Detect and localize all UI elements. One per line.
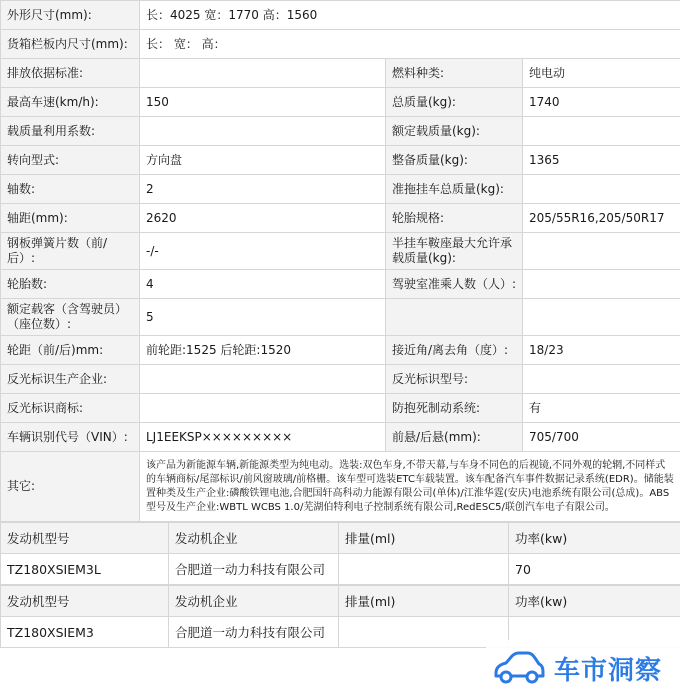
spec-value: 1365 bbox=[523, 146, 680, 175]
spec-value bbox=[523, 175, 680, 204]
engine-table-2 bbox=[0, 585, 680, 648]
spec-label: 额定载质量(kg): bbox=[386, 117, 523, 146]
engine-header-cell: 发动机型号 bbox=[1, 586, 169, 617]
spec-label: 准拖挂车总质量(kg): bbox=[386, 175, 523, 204]
spec-label: 轴距(mm): bbox=[1, 204, 140, 233]
other-row bbox=[1, 452, 680, 522]
spec-value: 纯电动 bbox=[523, 59, 680, 88]
engine-model: TZ180XSIEM3L bbox=[1, 554, 169, 585]
engine-table-1 bbox=[0, 522, 680, 585]
spec-value bbox=[140, 394, 386, 423]
spec-row bbox=[1, 88, 680, 117]
spec-value: -/- bbox=[140, 233, 386, 270]
dims-value: 长：4025 宽：1770 高：1560 bbox=[140, 1, 680, 30]
spec-label: 轮胎规格: bbox=[386, 204, 523, 233]
spec-label: 半挂车鞍座最大允许承载质量(kg): bbox=[386, 233, 523, 270]
engine-header-cell: 功率(kw) bbox=[509, 523, 680, 554]
cargo-label: 货箱栏板内尺寸(mm): bbox=[1, 30, 140, 59]
spec-row bbox=[1, 59, 680, 88]
spec-label: 接近角/离去角（度）: bbox=[386, 336, 523, 365]
spec-label: 轮距（前/后)mm: bbox=[1, 336, 140, 365]
engine-displacement bbox=[339, 617, 509, 648]
spec-value bbox=[523, 117, 680, 146]
engine-header-row bbox=[1, 523, 680, 554]
spec-row bbox=[1, 299, 680, 336]
spec-label: 最高车速(km/h): bbox=[1, 88, 140, 117]
engine-header-cell: 发动机企业 bbox=[169, 586, 339, 617]
spec-label: 轴数: bbox=[1, 175, 140, 204]
engine-company: 合肥道一动力科技有限公司 bbox=[169, 617, 339, 648]
spec-label: 前悬/后悬(mm): bbox=[386, 423, 523, 452]
engine-displacement bbox=[339, 554, 509, 585]
spec-row bbox=[1, 117, 680, 146]
spec-label: 额定载客（含驾驶员）（座位数）: bbox=[1, 299, 140, 336]
spec-label: 驾驶室准乘人数（人）: bbox=[386, 270, 523, 299]
spec-value: 705/700 bbox=[523, 423, 680, 452]
spec-row bbox=[1, 423, 680, 452]
cargo-value: 长： 宽： 高： bbox=[140, 30, 680, 59]
spec-row bbox=[1, 394, 680, 423]
watermark bbox=[486, 640, 680, 697]
spec-row bbox=[1, 270, 680, 299]
spec-row bbox=[1, 175, 680, 204]
engine-power: 70 bbox=[509, 554, 680, 585]
spec-value: 方向盘 bbox=[140, 146, 386, 175]
spec-value: 5 bbox=[140, 299, 386, 336]
spec-value: 150 bbox=[140, 88, 386, 117]
engine-company: 合肥道一动力科技有限公司 bbox=[169, 554, 339, 585]
engine-header-cell: 排量(ml) bbox=[339, 586, 509, 617]
engine-model: TZ180XSIEM3 bbox=[1, 617, 169, 648]
dims-label: 外形尺寸(mm): bbox=[1, 1, 140, 30]
spec-value: 205/55R16,205/50R17 bbox=[523, 204, 680, 233]
spec-value: 2620 bbox=[140, 204, 386, 233]
spec-value: 18/23 bbox=[523, 336, 680, 365]
spec-row bbox=[1, 336, 680, 365]
spec-row bbox=[1, 365, 680, 394]
spec-label: 总质量(kg): bbox=[386, 88, 523, 117]
spec-label: 钢板弹簧片数（前/后）: bbox=[1, 233, 140, 270]
spec-value: 有 bbox=[523, 394, 680, 423]
spec-value bbox=[523, 233, 680, 270]
spec-value: 前轮距:1525 后轮距:1520 bbox=[140, 336, 386, 365]
engine-header-row bbox=[1, 586, 680, 617]
cargo-row bbox=[1, 30, 680, 59]
spec-value bbox=[523, 270, 680, 299]
dims-row bbox=[1, 1, 680, 30]
spec-label: 整备质量(kg): bbox=[386, 146, 523, 175]
spec-value bbox=[523, 299, 680, 336]
spec-value: LJ1EEKSP××××××××× bbox=[140, 423, 386, 452]
spec-label: 防抱死制动系统: bbox=[386, 394, 523, 423]
spec-label: 反光标识型号: bbox=[386, 365, 523, 394]
engine-header-cell: 排量(ml) bbox=[339, 523, 509, 554]
engine-value-row bbox=[1, 554, 680, 585]
spec-label: 反光标识商标: bbox=[1, 394, 140, 423]
engine-header-cell: 功率(kw) bbox=[509, 586, 680, 617]
spec-label: 转向型式: bbox=[1, 146, 140, 175]
spec-label: 车辆识别代号（VIN）: bbox=[1, 423, 140, 452]
spec-label: 轮胎数: bbox=[1, 270, 140, 299]
spec-label: 载质量利用系数: bbox=[1, 117, 140, 146]
engine-header-cell: 发动机企业 bbox=[169, 523, 339, 554]
spec-value bbox=[140, 59, 386, 88]
spec-label: 反光标识生产企业: bbox=[1, 365, 140, 394]
spec-label bbox=[386, 299, 523, 336]
car-icon bbox=[492, 649, 546, 689]
other-description: 该产品为新能源车辆,新能源类型为纯电动。选装:双色车身,不带天幕,与车身不同色的后视镜,不同外观的轮辋,不同样式的车辆商标/尾部标识/前风窗玻璃/前格栅。该车型可选装ETC车载装置。该车配备汽车事件数据记录系统(EDR)。储能装置种类及生产企业:磷酸铁锂电池,合肥国轩高科动力能源有限公司(单体)/江淮华霆(安庆)电池系统有限公司(总成)。ABS型号及生产企业:WBTL WCBS 1.0/芜湖伯特利电子控制系统有限公司,RedESC5/联创汽车电子有限公司。 bbox=[140, 452, 680, 522]
engine-header-cell: 发动机型号 bbox=[1, 523, 169, 554]
watermark-text: 车市洞察 bbox=[554, 656, 663, 686]
spec-label: 燃料种类: bbox=[386, 59, 523, 88]
spec-label: 排放依据标准: bbox=[1, 59, 140, 88]
spec-value: 4 bbox=[140, 270, 386, 299]
spec-value bbox=[140, 117, 386, 146]
spec-value bbox=[523, 365, 680, 394]
spec-value: 2 bbox=[140, 175, 386, 204]
other-label: 其它: bbox=[1, 452, 140, 522]
spec-value bbox=[140, 365, 386, 394]
spec-row bbox=[1, 204, 680, 233]
spec-row bbox=[1, 146, 680, 175]
spec-row bbox=[1, 233, 680, 270]
spec-value: 1740 bbox=[523, 88, 680, 117]
